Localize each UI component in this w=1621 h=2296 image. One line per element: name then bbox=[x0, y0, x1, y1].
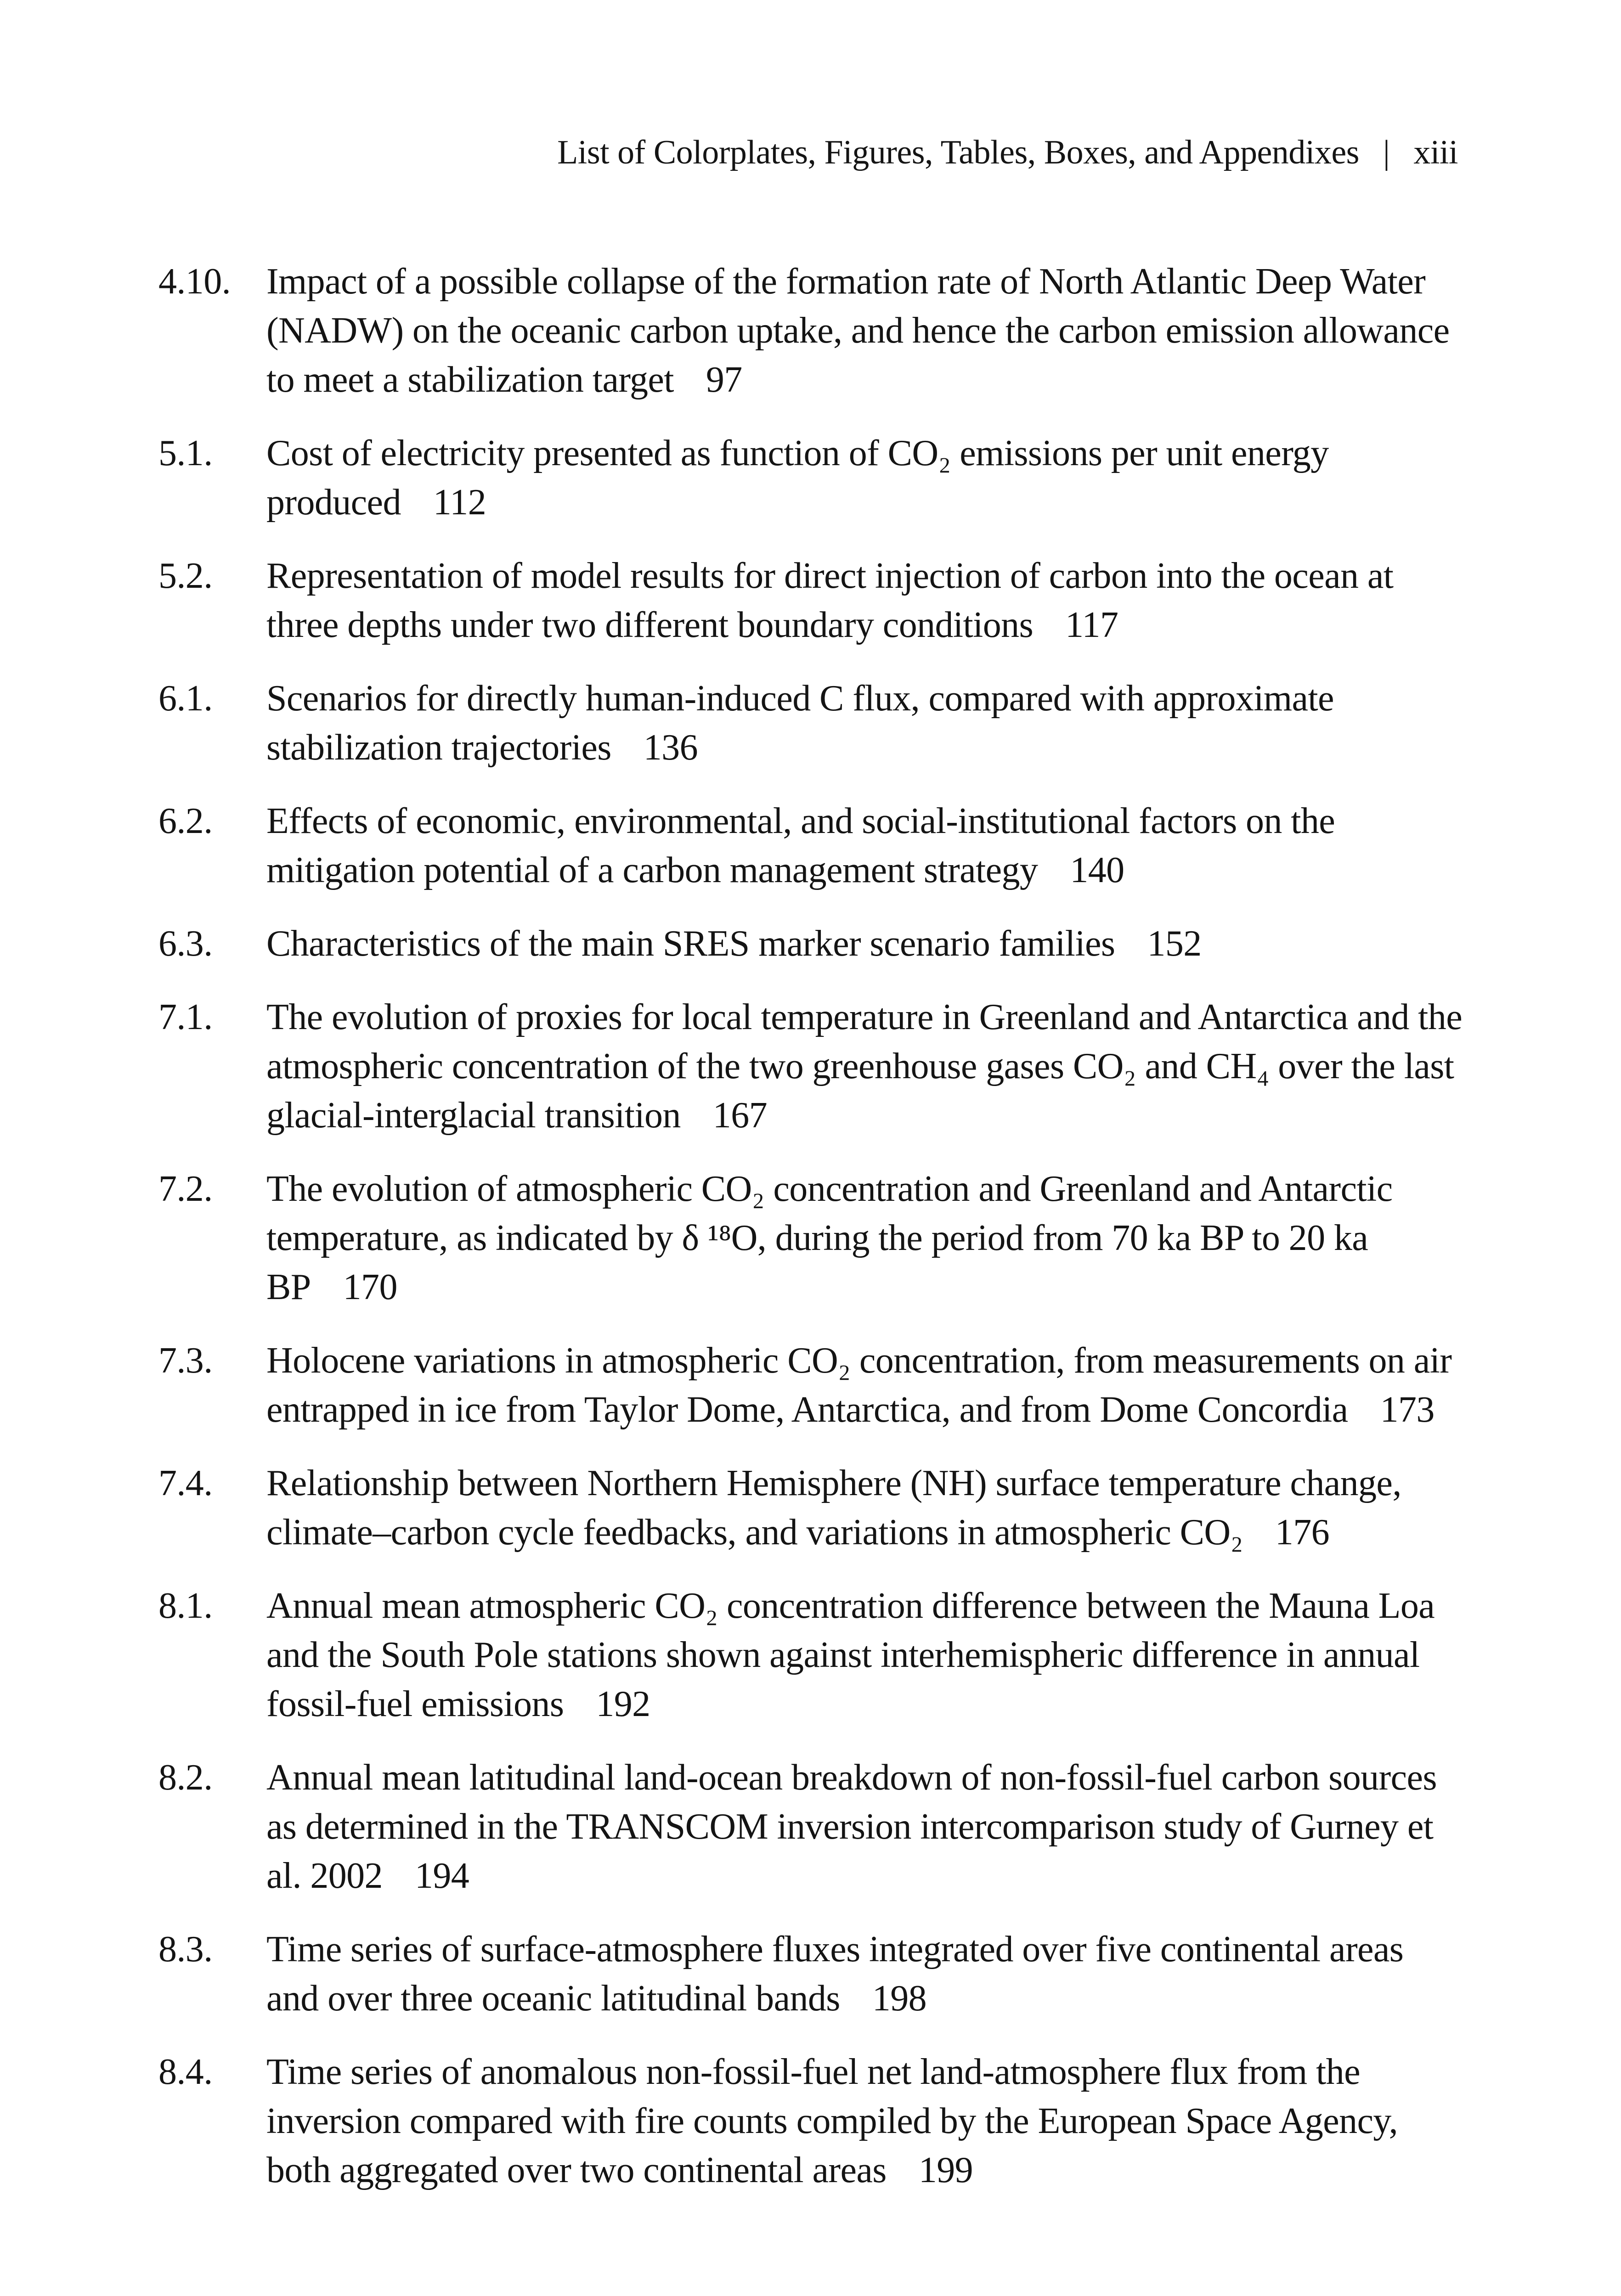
figure-page-ref: 167 bbox=[712, 1095, 767, 1136]
figure-caption: Time series of surface-atmosphere fluxes integrated over five continental areas and over three oceanic latitudinal bands bbox=[266, 1929, 1404, 2019]
figure-caption: Effects of economic, environmental, and social-institutional factors on the mitigation potential of a carbon management strategy bbox=[266, 801, 1335, 890]
running-head-separator: | bbox=[1383, 134, 1390, 171]
figure-number: 8.2. bbox=[158, 1757, 213, 1798]
figure-number: 6.1. bbox=[158, 678, 213, 719]
figure-entry-8-4 bbox=[158, 2048, 1463, 2195]
figure-caption: Holocene variations in atmospheric CO₂ concentration, from measurements on air entrapped in ice from Taylor Dome, Antarctica, and from Dome Concordia bbox=[266, 1340, 1452, 1430]
figure-list bbox=[158, 257, 1463, 2219]
figure-caption: Scenarios for directly human-induced C flux, compared with approximate stabilization trajectories bbox=[266, 678, 1334, 768]
figure-caption: Annual mean latitudinal land-ocean breakdown of non-fossil-fuel carbon sources as determined in the TRANSCOM inversion intercomparison study of Gurney et al. 2002 bbox=[266, 1757, 1437, 1896]
figure-number: 6.2. bbox=[158, 801, 213, 841]
figure-entry-6-1 bbox=[158, 674, 1463, 772]
figure-caption: The evolution of atmospheric CO₂ concentration and Greenland and Antarctic temperature, as indicated by δ ¹⁸O, during the period from 70 ka BP to 20 ka BP bbox=[266, 1169, 1393, 1307]
figure-number: 6.3. bbox=[158, 923, 213, 964]
figure-number: 7.4. bbox=[158, 1463, 213, 1503]
figure-page-ref: 97 bbox=[706, 360, 742, 400]
figure-entry-6-3 bbox=[158, 919, 1463, 968]
figure-entry-6-2 bbox=[158, 797, 1463, 895]
page-number: xiii bbox=[1413, 134, 1458, 171]
figure-page-ref: 199 bbox=[918, 2150, 973, 2190]
figure-caption: Time series of anomalous non-fossil-fuel net land-atmosphere flux from the inversion compared with fire counts compiled by the European Space Agency, both aggregated over two continental areas bbox=[266, 2052, 1398, 2190]
figure-number: 8.1. bbox=[158, 1586, 213, 1626]
figure-page-ref: 192 bbox=[596, 1684, 650, 1724]
running-head bbox=[557, 135, 1458, 169]
figure-number: 5.1. bbox=[158, 433, 213, 473]
figure-page-ref: 170 bbox=[343, 1267, 397, 1307]
figure-entry-5-2 bbox=[158, 551, 1463, 650]
figure-page-ref: 194 bbox=[414, 1856, 469, 1896]
figure-page-ref: 176 bbox=[1275, 1512, 1330, 1553]
figure-page-ref: 112 bbox=[433, 482, 486, 523]
figure-page-ref: 173 bbox=[1380, 1390, 1435, 1430]
figure-number: 5.2. bbox=[158, 556, 213, 596]
figure-entry-7-4 bbox=[158, 1459, 1463, 1557]
figure-number: 8.4. bbox=[158, 2052, 213, 2092]
figure-caption: Annual mean atmospheric CO₂ concentration difference between the Mauna Loa and the South Pole stations shown against interhemispheric difference in annual fossil-fuel emissions bbox=[266, 1586, 1435, 1724]
figure-number: 7.3. bbox=[158, 1340, 213, 1381]
running-head-title: List of Colorplates, Figures, Tables, Boxes, and Appendixes bbox=[557, 134, 1359, 171]
figure-entry-8-1 bbox=[158, 1581, 1463, 1729]
figure-entry-7-3 bbox=[158, 1336, 1463, 1435]
figure-page-ref: 136 bbox=[643, 727, 698, 768]
figure-entry-4-10 bbox=[158, 257, 1463, 405]
figure-caption: Cost of electricity presented as function of CO₂ emissions per unit energy produced bbox=[266, 433, 1329, 523]
figure-caption: The evolution of proxies for local temperature in Greenland and Antarctica and the atmospheric concentration of the two greenhouse gases CO₂ and CH₄ over the last glacial-interglacial transition bbox=[266, 997, 1463, 1136]
figure-entry-7-2 bbox=[158, 1165, 1463, 1312]
figure-entry-5-1 bbox=[158, 429, 1463, 527]
figure-caption: Representation of model results for direct injection of carbon into the ocean at three depths under two different boundary conditions bbox=[266, 556, 1394, 645]
figure-entry-8-3 bbox=[158, 1925, 1463, 2023]
figure-caption: Relationship between Northern Hemisphere (NH) surface temperature change, climate–carbon cycle feedbacks, and variations in atmospheric CO₂ bbox=[266, 1463, 1401, 1553]
figure-page-ref: 117 bbox=[1065, 605, 1118, 645]
figure-caption: Impact of a possible collapse of the formation rate of North Atlantic Deep Water (NADW) on the oceanic carbon uptake, and hence the carbon emission allowance to meet a stabilization target bbox=[266, 261, 1450, 400]
figure-number: 4.10. bbox=[158, 261, 231, 302]
figure-number: 8.3. bbox=[158, 1929, 213, 1970]
figure-caption: Characteristics of the main SRES marker scenario families bbox=[266, 923, 1115, 964]
figure-page-ref: 198 bbox=[872, 1978, 927, 2019]
figure-entry-8-2 bbox=[158, 1753, 1463, 1901]
figure-page-ref: 152 bbox=[1147, 923, 1202, 964]
figure-entry-7-1 bbox=[158, 993, 1463, 1140]
figure-number: 7.2. bbox=[158, 1169, 213, 1209]
figure-number: 7.1. bbox=[158, 997, 213, 1037]
figure-page-ref: 140 bbox=[1070, 850, 1124, 890]
